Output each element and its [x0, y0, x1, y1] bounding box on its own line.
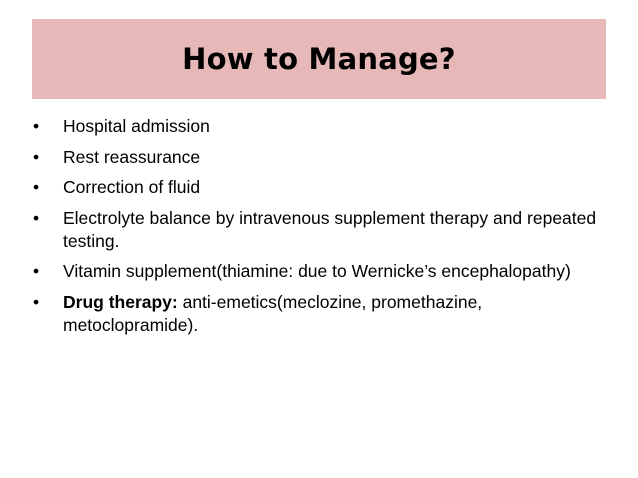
- bullet-text: Electrolyte balance by intravenous supplement therapy and repeated testing.: [63, 207, 597, 251]
- bullet-icon: •: [33, 207, 40, 228]
- bullet-text: Rest reassurance: [63, 146, 201, 167]
- bullet-item: [33, 146, 603, 169]
- bullet-item: [33, 176, 603, 199]
- bullet-text: Hospital admission: [63, 116, 210, 136]
- bullet-icon: •: [33, 177, 40, 197]
- title-banner: [32, 19, 606, 99]
- bullet-text: Vitamin supplement(thiamine: due to Wernicke’s encephalopathy): [63, 261, 571, 281]
- bullet-icon: •: [33, 116, 40, 136]
- bullet-item: [33, 291, 603, 337]
- bullet-item: [33, 207, 603, 253]
- bullet-text: anti-emetics(meclozine, promethazine, metoclopramide).: [63, 291, 483, 335]
- bullet-lead-text: Drug therapy:: [63, 291, 178, 312]
- bullet-list: [33, 115, 603, 344]
- bullet-text: Correction of fluid: [63, 177, 201, 197]
- bullet-item: [33, 260, 603, 283]
- bullet-icon: •: [33, 261, 40, 281]
- bullet-item: [33, 115, 603, 138]
- bullet-icon: •: [33, 146, 40, 167]
- bullet-icon: •: [33, 291, 40, 312]
- slide-title: How to Manage?: [182, 42, 456, 76]
